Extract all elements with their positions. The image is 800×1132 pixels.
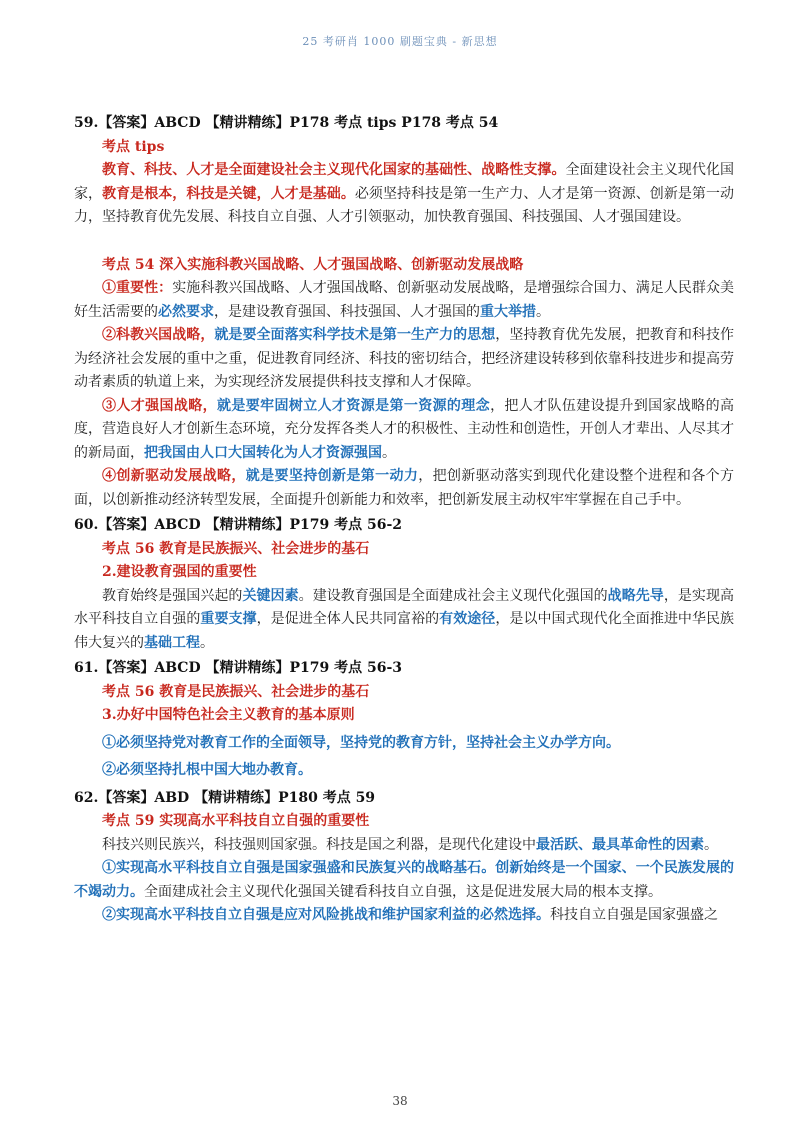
q62-item1-blue: ①实现高水平科技自立自强是国家强盛和民族复兴的战略基石。创新始终是一个国家、一个民族发展的不竭动力。 xyxy=(74,860,734,900)
q60-text-1: 教育始终是强国兴起的 xyxy=(102,587,243,604)
spacer xyxy=(74,230,734,254)
importance-text-2: ，是建设教育强国、科技强国、人才强国的 xyxy=(214,303,480,320)
importance-text-1: 实施科教兴国战略、人才强国战略、创新驱动发展战略，是增强综合国力、满足人民群众美好生活需要的 xyxy=(74,280,735,320)
rencai-text-1: ，把人才队伍建设提升到国家战略的高度，营造良好人才创新生态环境，充分发挥各类人才的积极性、主动性和创造性，开创人才辈出、人尽其才的新局面， xyxy=(74,397,735,461)
rencai-blue: 就是要牢固树立人才资源是第一资源的理念 xyxy=(216,397,491,414)
answer-line-60: 60.【答案】ABCD 【精讲精练】P179 考点 56-2 xyxy=(74,517,403,533)
q62-text-1: 科技兴则民族兴，科技强则国家强。科技是国之利器，是现代化建设中 xyxy=(102,836,536,853)
keji-paragraph xyxy=(74,834,734,858)
kp54-title: 考点 54 深入实施科教兴国战略、人才强国战略、创新驱动发展战略 xyxy=(102,256,524,273)
rencai-blue-2: 把我国由人口大国转化为人才资源强国 xyxy=(144,444,382,461)
importance-blue-2: 重大举措 xyxy=(480,303,536,320)
kp-tips-title: 考点 tips xyxy=(102,138,165,155)
q60-blue-3: 重要支撑 xyxy=(200,611,257,627)
principle-item-2: ②必须坚持扎根中国大地办教育。 xyxy=(102,762,312,778)
q60-text-6: 。 xyxy=(200,634,214,651)
importance-paragraph xyxy=(74,277,734,324)
kejiao-blue: 就是要全面落实科学技术是第一生产力的思想 xyxy=(214,327,496,343)
q62-item2-text: 科技自立自强是国家强盛之 xyxy=(550,907,718,923)
kejiao-paragraph xyxy=(74,324,734,395)
q60-blue-4: 有效途径 xyxy=(439,611,496,627)
q62-text-2: 。 xyxy=(704,836,718,853)
page-content xyxy=(74,110,734,928)
q60-blue-2: 战略先导 xyxy=(607,587,664,604)
q62-item2-blue: ②实现高水平科技自立自强是应对风险挑战和维护国家利益的必然选择。 xyxy=(102,907,550,923)
kejiao-text: ，坚持教育优先发展，把教育和科技作为经济社会发展的重中之重，促进教育同经济、科技的密切结合，把经济建设转移到依靠科技进步和提高劳动者素质的轨道上来，为实现经济发展提供科技支撑和人才保障。 xyxy=(74,327,735,390)
keji-item-1 xyxy=(74,857,734,904)
kp59-title: 考点 59 实现高水平科技自立自强的重要性 xyxy=(102,813,370,829)
tips-red-text: 教育、科技、人才是全面建设社会主义现代化国家的基础性、战略性支撑。 xyxy=(102,162,566,178)
q60-blue-1: 关键因素 xyxy=(242,587,299,604)
page-number: 38 xyxy=(392,1094,408,1108)
answer-line-62: 62.【答案】ABD 【精讲精练】P180 考点 59 xyxy=(74,789,376,806)
kp56-title-61: 考点 56 教育是民族振兴、社会进步的基石 xyxy=(102,683,370,700)
kejiao-label: ②科教兴国战略， xyxy=(102,327,215,343)
q60-text-3: ，是实现高水平科技自立自强的 xyxy=(74,587,735,627)
q62-blue-1: 最活跃、最具革命性的因素 xyxy=(536,836,704,853)
q60-text-2: 。建设教育强国是全面建成社会主义现代化强国的 xyxy=(298,587,608,604)
answer-line-61: 61.【答案】ABCD 【精讲精练】P179 考点 56-3 xyxy=(74,660,403,676)
keji-item-2 xyxy=(74,904,734,928)
chuangxin-paragraph xyxy=(74,465,734,512)
q60-text-5: ，是以中国式现代化全面推进中华民族伟大复兴的 xyxy=(74,611,735,651)
chuangxin-label: ④创新驱动发展战略， xyxy=(102,468,246,484)
principle-item-1: ①必须坚持党对教育工作的全面领导，坚持党的教育方针，坚持社会主义办学方向。 xyxy=(102,734,620,751)
rencai-label: ③人才强国战略， xyxy=(102,397,217,414)
rencai-text-2: 。 xyxy=(382,444,396,461)
subtitle-60: 2.建设教育强国的重要性 xyxy=(102,564,257,580)
tips-text-1: 全面建设社会主义现代化国家， xyxy=(74,162,734,202)
importance-label: ①重要性： xyxy=(102,280,173,296)
tips-paragraph xyxy=(74,159,734,230)
importance-blue-1: 必然要求 xyxy=(158,303,214,320)
answer-line-59: 59.【答案】ABCD 【精讲精练】P178 考点 tips P178 考点 54 xyxy=(74,115,499,131)
tips-text-2: 必须坚持科技是第一生产力、人才是第一资源、创新是第一动力，坚持教育优先发展、科技自立自强、人才引领驱动，加快教育强国、科技强国、人才强国建设。 xyxy=(74,185,735,225)
subtitle-61: 3.办好中国特色社会主义教育的基本原则 xyxy=(102,707,355,723)
chuangxin-text: ，把创新驱动落实到现代化建设整个进程和各个方面，以创新推动经济转型发展，全面提升创新能力和效率，把创新发展主动权牢牢掌握在自己手中。 xyxy=(74,468,735,508)
q60-text-4: ，是促进全体人民共同富裕的 xyxy=(256,611,440,627)
chuangxin-blue: 就是要坚持创新是第一动力 xyxy=(245,468,419,484)
q62-item1-text: 全面建成社会主义现代化强国关键看科技自立自强，这是促进发展大局的根本支撑。 xyxy=(144,883,662,900)
q60-blue-5: 基础工程 xyxy=(144,634,200,651)
rencai-paragraph xyxy=(74,395,734,466)
tips-red-text-2: 教育是根本，科技是关键，人才是基础。 xyxy=(102,185,355,202)
running-header: 25 考研肖 1000 刷题宝典 - 新思想 xyxy=(302,35,498,48)
education-power-paragraph xyxy=(74,585,734,656)
kp56-title-60: 考点 56 教育是民族振兴、社会进步的基石 xyxy=(102,540,370,557)
importance-text-3: 。 xyxy=(536,303,550,320)
